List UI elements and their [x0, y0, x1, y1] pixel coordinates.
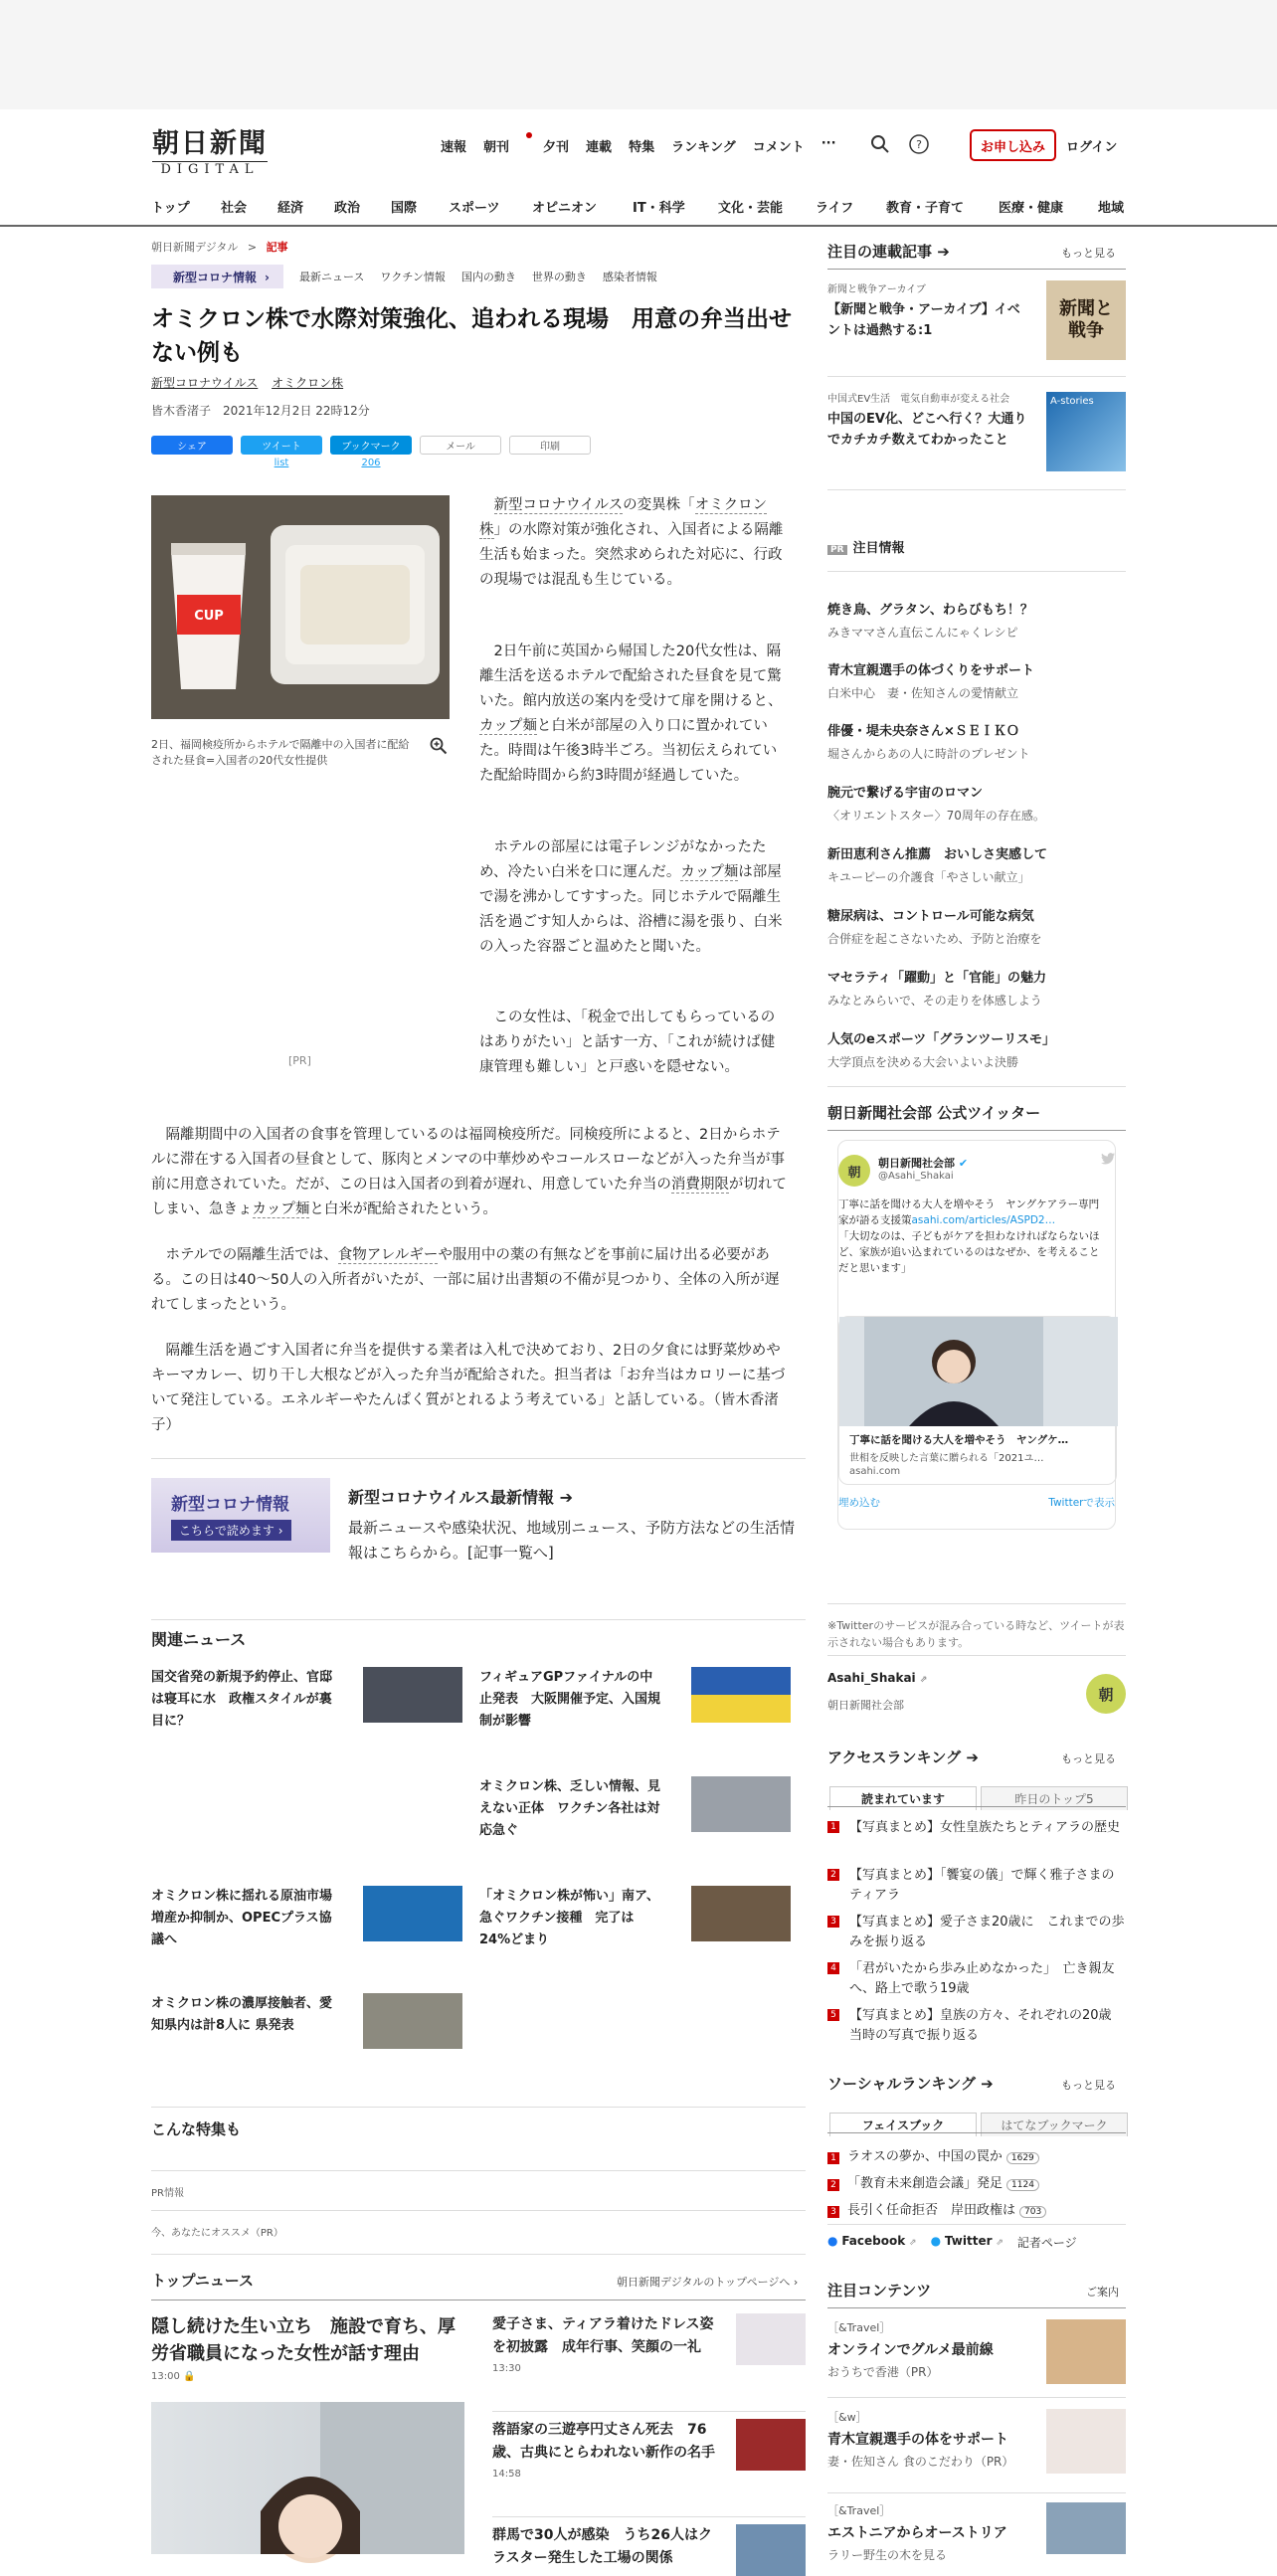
article-paragraph-5: 隔離期間中の入国者の食事を管理しているのは福岡検疫所だ。同検疫所によると、2日からホテルに滞在する入国者の昼食として、豚肉とメンマの中華炒めやコールスローなどが入った弁当が事前に用意されていた。だが、この日は入国者の到着が遅れ、用意していた弁当の消費期限が切れてしまい、急きょカップ麺と白米が配給されたという。	[151, 1127, 787, 1217]
tag-world[interactable]: 世界の動き	[531, 271, 587, 283]
bookmark-count[interactable]: 206	[361, 458, 381, 468]
tweet-text: 丁寧に話を聞ける大人を増やそう ヤングケアラー専門家が語る支援策asahi.com/articles/ASPD2… 「大切なのは、子どもがケアを担わなければならないほど、家族が追い込まれているのはなぜか、を考えることだと思います」	[838, 1198, 1100, 1274]
external-link-icon: ⇗	[996, 2238, 1003, 2248]
pr-section-heading: PR 注目情報	[827, 537, 905, 556]
divider	[827, 2132, 1126, 2133]
tab-hatena[interactable]: はてなブックマーク	[981, 2113, 1128, 2136]
related-news-heading: 関連ニュース	[151, 1630, 247, 1649]
hatena-bookmark-button[interactable]: ブックマーク 206	[330, 436, 412, 455]
rank-number: 1	[827, 1821, 839, 1833]
twitter-icon: ●	[930, 2234, 942, 2248]
content-thumb	[1046, 2502, 1126, 2554]
facebook-icon: ●	[827, 2234, 838, 2248]
tag-cases[interactable]: 感染者情報	[602, 271, 657, 283]
verified-icon: ✔	[958, 1157, 969, 1170]
top-news-item[interactable]: 愛子さま、ティアラ着けたドレス姿を初披露 成年行事、笑顔の一礼 13:30	[492, 2313, 806, 2374]
pr-item[interactable]: 腕元で繋げる宇宙のロマン 〈オリエントスター〉70周年の存在感。	[827, 786, 1045, 823]
top-news-heading: トップニュース	[151, 2272, 255, 2290]
pr-info-label: PR情報	[151, 2188, 184, 2199]
tab-facebook[interactable]: フェイスブック	[829, 2113, 977, 2136]
tag-corona-info[interactable]: 新型コロナ情報 ›	[151, 265, 283, 288]
social-ranking-heading[interactable]: ソーシャルランキング ➔	[827, 2075, 994, 2093]
divider	[827, 571, 1126, 572]
divider	[151, 1458, 806, 1459]
cat-economy[interactable]: 経済	[277, 201, 304, 216]
mail-button[interactable]: メール	[420, 436, 501, 455]
serial-thumb: 新聞と戦争	[1046, 280, 1126, 360]
divider	[151, 2170, 806, 2171]
facebook-share-button[interactable]: シェア	[151, 436, 233, 455]
serial-more-link[interactable]: もっと見る	[1061, 247, 1116, 260]
account-name: 朝日新聞社会部	[827, 1699, 904, 1712]
print-button[interactable]: 印刷	[509, 436, 591, 455]
svg-text:CUP: CUP	[194, 609, 224, 624]
cat-sports[interactable]: スポーツ	[449, 201, 500, 216]
divider	[827, 376, 1126, 377]
top-news-main[interactable]: 隠し続けた生い立ち 施設で育ち、厚労省職員になった女性が話す理由 13:00 🔒	[151, 2316, 456, 2382]
pr-item[interactable]: 焼き鳥、グラタン、わらびもち！？ みきママさん直伝こんにゃくレシピ	[827, 603, 1033, 640]
cat-medical[interactable]: 医療・健康	[999, 201, 1064, 216]
tweet-link-card[interactable]: 丁寧に話を聞ける大人を増やそう ヤングケ… 世相を反映した言葉に贈られる「2021ユ… asahi.com	[838, 1316, 1117, 1485]
cat-region[interactable]: 地域	[1098, 201, 1125, 216]
pr-item[interactable]: 新田恵利さん推薦 おいしさ実感して キユーピーの介護食「やさしい献立」	[827, 847, 1048, 884]
tweet-card-image	[839, 1317, 1118, 1426]
serial-thumb: A-stories	[1046, 392, 1126, 471]
inline-link[interactable]: オミクロン株	[479, 497, 768, 538]
topic-tag-bar	[151, 265, 657, 288]
category-nav	[0, 189, 1277, 227]
ad-pr-label: [PR]	[288, 1054, 311, 1067]
article-paragraph-4: この女性は、「税金で出してもらっているのはありがたい」と話す一方、「これが続けば健康管理も難しい」と戸惑いを隠せない。	[479, 1010, 776, 1075]
tweet-avatar[interactable]: 朝	[838, 1155, 870, 1187]
divider	[827, 1130, 1126, 1131]
divider	[827, 1655, 1126, 1656]
inline-link[interactable]: カップ麺	[479, 718, 537, 734]
inline-link[interactable]: 消費期限	[670, 1177, 729, 1193]
social-ranking-item[interactable]: 2 「教育未来創造会議」発足 1124	[827, 2172, 1039, 2191]
tweet-count[interactable]: list	[274, 458, 289, 468]
cat-politics[interactable]: 政治	[334, 201, 361, 216]
divider	[827, 489, 1126, 490]
pr-item[interactable]: 俳優・堤未央奈さん×ＳＥＩＫＯ 堀さんからあの人に時計のプレゼント	[827, 724, 1030, 761]
corona-latest-desc: 最新ニュースや感染状況、地域別ニュース、予防方法などの生活情報はこちらから。[記事一覧へ]	[348, 1519, 795, 1562]
article-paragraph-7: 隔離生活を過ごす入国者に弁当を提供する業者は入札で決めており、2日の夕食には野菜炒めやキーマカレー、切り干し大根などが入った弁当が配給された。担当者は「お弁当はカロリーに基づいて発注している。エネルギーやたんぱく質がとれるよう考えている」と話している。（皆木香渚子）	[151, 1343, 786, 1433]
social-more-link[interactable]: もっと見る	[1061, 2079, 1116, 2092]
article-paragraph-6: ホテルでの隔離生活では、食物アレルギーや服用中の薬の有無などを事前に届け出る必要がある。この日は40～50人の入所者がいたが、一部に届け出書類の不備が見つかり、全体の入所が遅れてしまったという。	[151, 1247, 780, 1313]
content-thumb	[1046, 2409, 1126, 2474]
divider	[151, 2210, 806, 2211]
article-photo[interactable]	[151, 495, 450, 719]
cat-opinion[interactable]: オピニオン	[532, 201, 598, 216]
site-logo[interactable]: 朝日新聞 DIGITAL	[152, 128, 268, 177]
view-on-twitter-link[interactable]: Twitterで表示	[1048, 1497, 1115, 1509]
facebook-link[interactable]: ● Facebook ⇗	[827, 2234, 917, 2248]
twitter-bird-icon[interactable]	[1101, 1153, 1115, 1165]
rank-number: 2	[827, 2179, 839, 2191]
twitter-heading: 朝日新聞社会部 公式ツイッター	[827, 1104, 1041, 1122]
corona-info-banner[interactable]: 新型コロナ情報 こちらで読めます ›	[151, 1478, 330, 1553]
top-nav	[441, 136, 853, 155]
tweet-author-name[interactable]: 朝日新聞社会部	[878, 1157, 955, 1170]
external-link-icon: ⇗	[909, 2238, 917, 2248]
related-thumb	[363, 1886, 462, 1941]
news-thumb	[736, 2313, 806, 2365]
content-item[interactable]: ［&Travel］ オンラインでグルメ最前線 おうちで香港（PR）	[827, 2319, 1126, 2380]
ranking-item[interactable]: 4 「君がいたから歩み止めなかった」 亡き親友へ、路上で歌う19歳	[827, 1959, 1126, 1999]
tab-yesterday-top5[interactable]: 昨日のトップ5	[981, 1786, 1128, 1810]
article-paragraph-2: 2日午前に英国から帰国した20代女性は、隔離生活を送るホテルで配給された昼食を見て驚いた。館内放送の案内を受けて扉を開けると、カップ麺と白米が部屋の入り口に置かれていた。時間は午後3時半ごろ。当初伝えられていた配給時間から約3時間が経過していた。	[479, 644, 783, 784]
pr-item[interactable]: マセラティ「躍動」と「官能」の魅力 みなとみらいで、その走りを体感しよう	[827, 971, 1046, 1008]
header-icons	[870, 133, 930, 155]
ranking-item[interactable]: 5 【写真まとめ】皇族の方々、それぞれの20歳 当時の写真で振り返る	[827, 2006, 1126, 2046]
apply-button[interactable]: お申し込み	[970, 129, 1056, 161]
nav-comment[interactable]: コメント	[752, 140, 805, 155]
divider	[151, 2107, 806, 2108]
access-ranking-heading[interactable]: アクセスランキング ➔	[827, 1748, 979, 1766]
news-thumb	[736, 2524, 806, 2576]
rank-number: 5	[827, 2009, 839, 2021]
keyword-link[interactable]: オミクロン株	[272, 376, 344, 390]
inline-link[interactable]: 新型コロナウイルス	[493, 497, 624, 513]
article-byline: 皆木香渚子 2021年12月2日 22時12分	[151, 404, 370, 418]
pr-item[interactable]: 青木宣親選手の体づくりをサポート 白米中心 妻・佐知さんの愛情献立	[827, 663, 1035, 700]
divider	[151, 2254, 806, 2255]
related-thumb	[363, 1667, 462, 1723]
cat-international[interactable]: 国際	[391, 201, 418, 216]
rank-number: 1	[827, 2152, 839, 2164]
twitter-note: ※Twitterのサービスが混み合っている時など、ツイートが表示されない場合もあります。	[827, 1619, 1125, 1649]
lock-icon: 🔒	[183, 2371, 196, 2382]
share-count: 1629	[1006, 2152, 1039, 2164]
ranking-item[interactable]: 2 【写真まとめ】「饗宴の儀」で輝く雅子さまのティアラ	[827, 1866, 1126, 1906]
top-news-item[interactable]: 落語家の三遊亭円丈さん死去 76歳、古典にとらわれない新作の名手 14:58	[492, 2419, 806, 2480]
account-handle[interactable]: Asahi_Shakai ⇗	[827, 1671, 928, 1685]
inline-link[interactable]: カップ麺	[252, 1201, 310, 1217]
cat-top[interactable]: トップ	[151, 201, 190, 216]
ranking-item[interactable]: 1 【写真まとめ】女性皇族たちとティアラの歴史	[827, 1818, 1126, 1838]
corona-latest-link[interactable]: 新型コロナウイルス最新情報 ➔	[348, 1488, 574, 1507]
tweet-button[interactable]: ツイート list	[241, 436, 322, 455]
ranking-item[interactable]: 3 【写真まとめ】愛子さま20歳に これまでの歩みを振り返る	[827, 1913, 1126, 1952]
zoom-icon[interactable]	[430, 737, 448, 759]
lunch-photo-image	[151, 495, 450, 719]
social-ranking-item[interactable]: 3 長引く任命拒否 岸田政権は 703	[827, 2199, 1046, 2218]
twitter-link[interactable]: ● Twitter ⇗	[930, 2234, 1003, 2248]
pr-item[interactable]: 糖尿病は、コントロール可能な病気 合併症を起こさないため、予防と治療を	[827, 909, 1042, 946]
tag-vaccine[interactable]: ワクチン情報	[380, 271, 446, 283]
site-header	[0, 109, 1277, 189]
breadcrumb-home[interactable]: 朝日新聞デジタル	[151, 241, 239, 254]
news-thumb	[736, 2419, 806, 2471]
breadcrumb-current: 記事	[266, 241, 288, 254]
nav-ranking[interactable]: ランキング	[671, 140, 736, 155]
reporter-page-link[interactable]: 記者ページ	[1016, 2236, 1077, 2250]
divider	[492, 2411, 806, 2412]
divider	[827, 1603, 1126, 1604]
featured-contents-heading: 注目コンテンツ	[827, 2282, 932, 2300]
tag-domestic[interactable]: 国内の動き	[460, 271, 516, 283]
keyword-link[interactable]: 新型コロナウイルス	[151, 376, 259, 390]
top-news-item[interactable]: 群馬で30人が感染 うち26人はクラスター発生した工場の関係	[492, 2524, 806, 2570]
related-thumb	[691, 1667, 791, 1723]
share-count: 1124	[1006, 2179, 1039, 2191]
rank-number: 3	[827, 2206, 839, 2218]
cat-education[interactable]: 教育・子育て	[886, 201, 965, 216]
new-dot-icon	[526, 132, 532, 138]
special-heading: こんな特集も	[151, 2120, 242, 2138]
related-thumb	[363, 1993, 462, 2049]
top-news-photo[interactable]	[151, 2402, 464, 2554]
social-ranking-item[interactable]: 1 ラオスの夢か、中国の罠か 1629	[827, 2145, 1039, 2164]
divider	[492, 2516, 806, 2517]
pr-badge: PR	[827, 545, 847, 555]
inline-link[interactable]: カップ麺	[680, 864, 739, 880]
inline-link[interactable]: 食物アレルギー	[337, 1247, 439, 1263]
top-page-link[interactable]: 朝日新聞デジタルのトップページへ ›	[617, 2276, 799, 2289]
related-thumb	[691, 1776, 791, 1832]
nav-yuukan[interactable]: 夕刊	[543, 140, 570, 155]
related-thumb	[691, 1886, 791, 1941]
external-link-icon: ⇗	[919, 1675, 928, 1685]
cat-culture[interactable]: 文化・芸能	[718, 201, 784, 216]
help-icon[interactable]	[908, 133, 930, 155]
nav-tokushu[interactable]: 特集	[629, 140, 655, 155]
article-title: オミクロン株で水際対策強化、追われる現場 用意の弁当出せない例も	[151, 306, 792, 366]
cat-it-science[interactable]: IT・科学	[633, 201, 685, 216]
divider	[827, 1086, 1126, 1087]
embed-link[interactable]: 埋め込む	[838, 1497, 880, 1509]
rank-number: 3	[827, 1916, 839, 1928]
serial-item[interactable]: 新聞と戦争アーカイブ 【新聞と戦争・アーカイブ】イベントは過熱する:1 新聞と戦争	[827, 280, 1126, 341]
login-button[interactable]: ログイン	[1066, 139, 1118, 155]
pr-item[interactable]: 人気のeスポーツ「グランツーリスモ」 大学頂点を決める大会いよいよ決勝	[827, 1032, 1056, 1069]
tag-latest[interactable]: 最新ニュース	[298, 271, 365, 283]
account-avatar[interactable]: 朝	[1086, 1674, 1126, 1714]
nav-rensai[interactable]: 連載	[586, 140, 613, 155]
contents-guide-link[interactable]: ご案内	[1086, 2286, 1119, 2299]
article-paragraph-1: 新型コロナウイルスの変異株「オミクロン株」の水際対策が強化され、入国者による隔離生活も始まった。突然求められた対応に、行政の現場では混乱も生じている。	[479, 497, 784, 588]
cat-society[interactable]: 社会	[221, 201, 248, 216]
content-item[interactable]: ［&w］ 青木宣親選手の体をサポート 妻・佐知さん 食のこだわり（PR）	[827, 2409, 1126, 2470]
rank-number: 2	[827, 1869, 839, 1881]
nav-more-icon[interactable]: ···	[821, 136, 836, 151]
divider	[827, 2307, 1126, 2308]
content-item[interactable]: ［&Travel］ エストニアからオーストリア ラリー野生の木を見る	[827, 2502, 1126, 2563]
divider	[827, 2224, 1126, 2225]
divider	[827, 269, 1126, 270]
svg-text:?: ?	[916, 138, 922, 151]
cat-life[interactable]: ライフ	[816, 201, 854, 216]
article-keywords	[151, 374, 353, 391]
photo-caption: 2日、福岡検疫所からホテルで隔離中の入国者に配給された昼食=入国者の20代女性提供	[151, 738, 410, 767]
search-icon[interactable]	[870, 134, 890, 154]
nav-choukan[interactable]: 朝刊	[483, 136, 526, 155]
access-more-link[interactable]: もっと見る	[1061, 1752, 1116, 1765]
social-links	[827, 2234, 1077, 2251]
divider	[827, 1806, 1126, 1807]
nav-sokuho[interactable]: 速報	[441, 140, 467, 155]
serial-heading[interactable]: 注目の連載記事 ➔	[827, 243, 950, 261]
recommend-label: 今、あなたにオススメ（PR）	[151, 2228, 283, 2239]
divider	[827, 2492, 1126, 2493]
divider	[827, 2397, 1126, 2398]
divider	[151, 1619, 806, 1620]
tweet-handle[interactable]: @Asahi_Shakai	[878, 1171, 954, 1182]
breadcrumb: 朝日新聞デジタル > 記事	[151, 241, 288, 254]
content-thumb	[1046, 2319, 1126, 2384]
article-paragraph-3: ホテルの部屋には電子レンジがなかったため、冷たい白米を口に運んだ。カップ麺は部屋で湯を沸かしてすすった。同じホテルで隔離生活を過ごす知人からは、浴槽に湯を張り、白米の入った容器ごと温めたと聞いた。	[479, 839, 783, 955]
serial-item[interactable]: 中国式EV生活 電気自動車が変える社会 中国のEV化、どこへ行く？大通りでカチカチ数えてわかったこと A-stories	[827, 390, 1126, 451]
tweet-link[interactable]: asahi.com/articles/ASPD2…	[911, 1214, 1056, 1226]
top-ad-band	[0, 0, 1277, 109]
share-count: 703	[1019, 2206, 1046, 2218]
tab-most-read[interactable]: 読まれています	[829, 1786, 977, 1810]
tweet-card[interactable]	[837, 1140, 1116, 1530]
rank-number: 4	[827, 1962, 839, 1974]
share-buttons	[151, 436, 591, 468]
